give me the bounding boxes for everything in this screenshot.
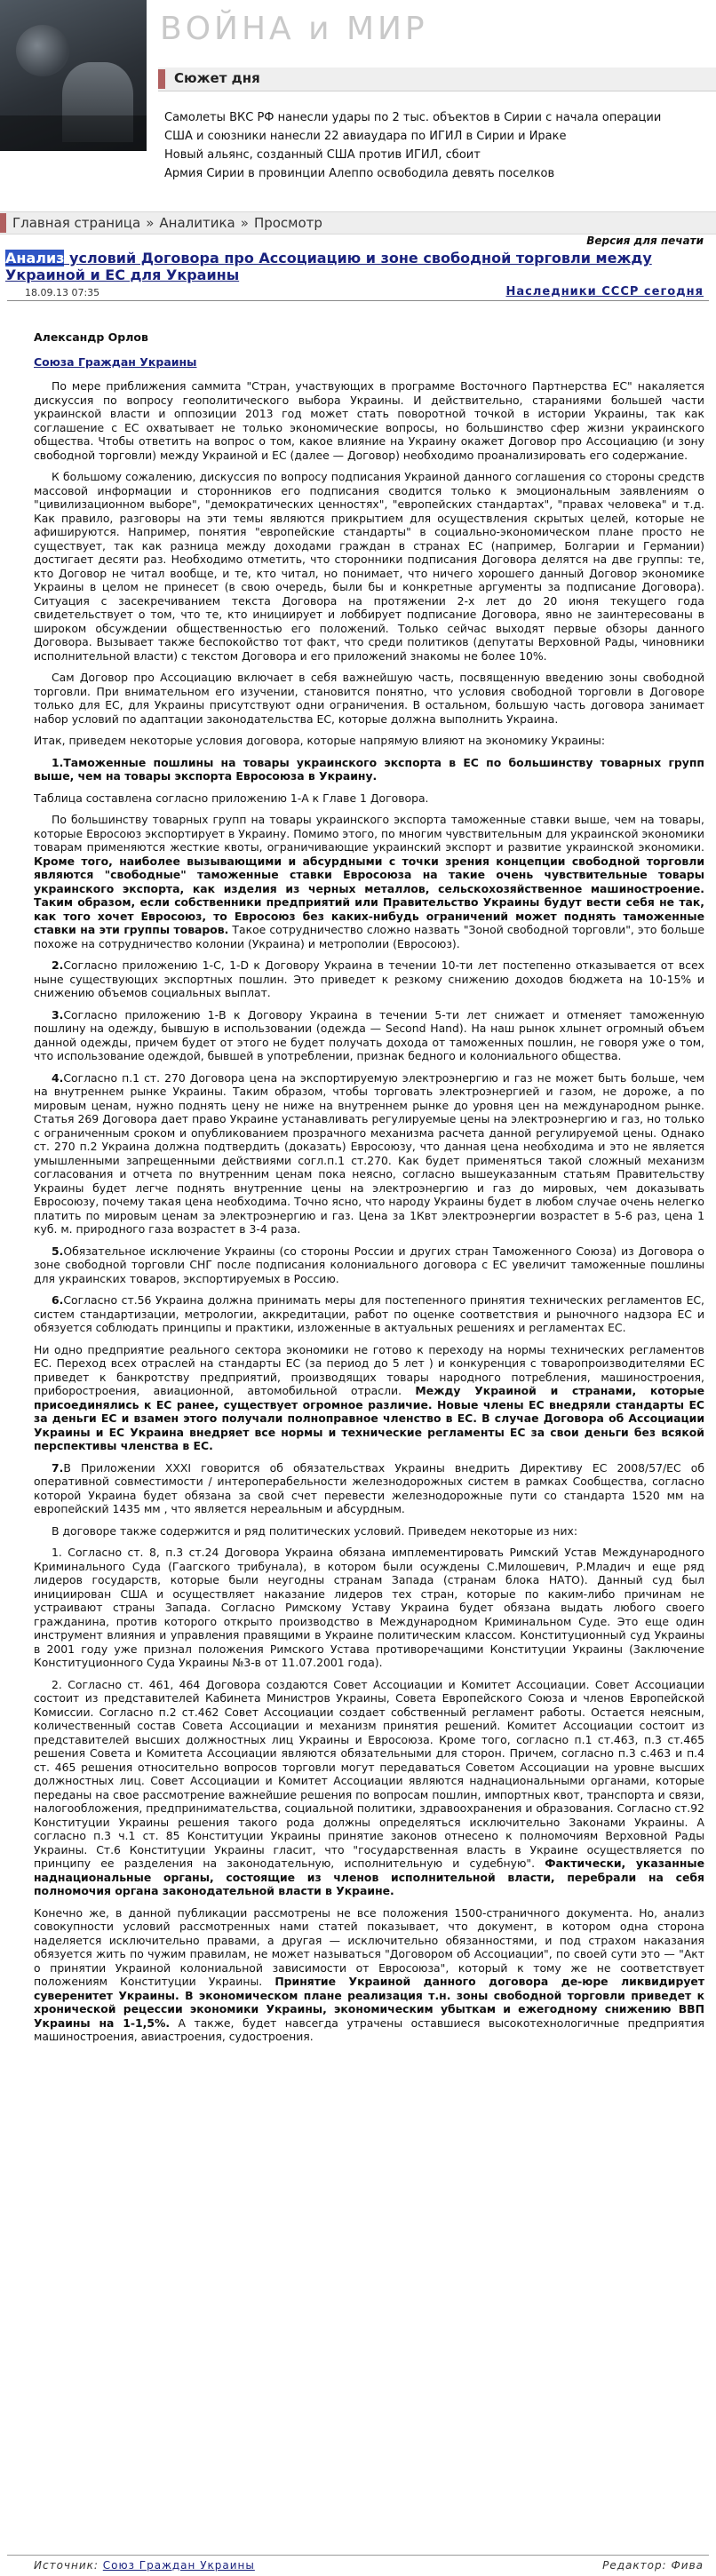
footer-source-link[interactable]: Союз Граждан Украины	[102, 2559, 255, 2572]
paragraph	[34, 813, 704, 950]
paragraph: В договоре также содержится и ряд политических условий. Приведем некоторые из них:	[52, 1523, 578, 1538]
item-text: Согласно приложению 1-С, 1-D к Договору Украина в течении 10-ти лет постепенно отказывается от всех ныне существующих экспортных пошлин. Это приведет к резкому снижению доходов бюджета на 10-15% и снижению объемов социальных выплат.	[34, 958, 704, 999]
source-label: Источник:	[34, 2559, 99, 2572]
breadcrumb-items	[12, 215, 322, 231]
item-text: В Приложении XXXI говорится об обязательствах Украины внедрить Директиву ЕС 2008/57/ЕС об оперативной совместимости / интероперабельности железнодорожных систем в рамках Сообщества, согласно которой Украина будет обязана за свой счет перевести железнодорожные пути со стандарта 1520 мм на европейский 1435 мм , что является нереальным и абсурдным.	[34, 1460, 704, 1515]
author-name: Александр Орлов	[34, 330, 148, 344]
breadcrumb	[0, 211, 716, 235]
item-text: Согласно п.1 ст. 270 Договора цена на экспортируемую электроэнергию и газ не может быть больше, чем на внутреннем рынке Украины. Таким образом, чтобы торговать электроэнергией и газом, не дороже, а по мировым ценам, нужно поднять цену не ниже на внутреннем рынке до уровня цен на международном рынке. Статья 269 Договора дает право Украине устанавливать регулируемые цены на электроэнергию и газ, но только с ограниченным сроком и опубликованием прозрачного механизма расчета данной регулируемой цены. Однако ст. 270 п.2 Украина должна подтвердить (доказать) Евросоюзу, что данная цена необходима и это не является умышленными запрещенными действиями согл.п.1 ст.270. Как будет применяться такой сложный механизм согласования и отчета по внутренним ценам пока неясно, согласно вышеуказанным статьям Правительству Украины будет легче поднять внутренние цены на электроэнергию и газ до мировых, чем доказывать Евросоюзу, почему такая цена необходима. Точно ясно, что народу Украины будет в любом случае очень нелегко платить по мировым ценам за электроэнергию и газ. Цена за 1Квт электроэнергии возрастет в 5-6 раз, цена 1 куб. м. природного газа возрастет в 3-4 раза.	[34, 1070, 704, 1236]
item-text: Обязательное исключение Украины (со стороны России и других стран Таможенного Союза) из Договора о зоне свободной торговли СНГ после подписания колониального договора с ЕС увеличит таможенные пошлины для украинских товаров, экспортируемых в Россию.	[34, 1244, 704, 1285]
article-title[interactable]	[5, 250, 707, 283]
paragraph: Итак, приведем некоторые условия договора, которые напрямую влияют на экономику Украины:	[34, 734, 606, 747]
topic-of-day-title: Сюжет дня	[174, 70, 260, 86]
breadcrumb-separator: »	[146, 215, 155, 231]
paragraph-text: Конечно же, в данной публикации рассмотрены не все положения 1500-страничного документа. Но, анализ совокупности условий рассмотренных нами статей показывает, что документ, в котором одна сторона наделяется исключительно правами, а другая — исключительно обязанностями, и под страхом наказания обязуется жить по чужим правилам, не может называться "Договором об Ассоциации", по своей сути это — "Акт о принятии Украиной колониальной зависимости от Евросоюза", который к тому же не соответствует положениям Конституции Украины.	[34, 1905, 704, 1988]
article-body	[34, 330, 704, 2052]
paragraph-emphasis: Фактически, указанные наднациональные органы, состоящие из членов исполнительной власти, перебрали на себя полномочия органа законодательной власти в Украине.	[34, 1856, 704, 1897]
item-number: 7.	[52, 1460, 64, 1475]
list-item	[34, 756, 704, 783]
headline-link[interactable]: Новый альянс, созданный США против ИГИЛ, сбоит	[164, 148, 481, 162]
list-item	[34, 958, 704, 1000]
paragraph-emphasis: Между Украиной и странами, которые присоединялись к ЕС ранее, существует огромное различие. Новые члены ЕС внедряли стандарты ЕС за деньги ЕС и взамен этого получали полноправное членство в ЕС. В случае Договора об Ассоциации Украины и ЕС Украина внедряет все нормы и технические регламенты ЕС за свои деньги без всякой перспективы членства в ЕС.	[34, 1384, 704, 1452]
paragraph-text: А также, будет навсегда утрачены оставшиеся высокотехнологичные предприятия машиностроения, авиастроения, судостроения.	[34, 2015, 704, 2043]
list-item	[34, 1008, 704, 1063]
paragraph: К большому сожалению, дискуссия по вопросу подписания Украиной данного соглашения со стороны средств массовой информации и сторонников его подписания сводится только к эмоциональным заявлениям о "цивилизационном выборе", "демократических ценностях", "европейских стандартах", "правах человека" и т.д. Как правило, разговоры на эти темы являются прикрытием для осуществления скрытых целей, которые не афишируются. Например, понятия "европейские стандарты" в социально-экономическом плане просто не существует, так как разница между доходами граждан в странах ЕС (например, Болгарии и Германии) достигает десяти раз. Необходимо отметить, что сторонники подписания Договора делятся на две группы: те, кто Договор не читал вообще, и те, кто читал, но понимает, что ничего хорошего данный Договор экономике Украины в целом не принесет (в свою очередь, были бы и конкретные аргументы за подписание Договора). Ситуация с засекречиванием текста Договора на протяжении 2-х лет до 20 июня текущего года свидетельствует о том, что те, кто инициирует и лоббирует подписание Договора, явно не заинтересованы в широком обсуждении общественностью его положений. Только сейчас выходят первые обзоры данного Договора. Вызывает также беспокойство тот факт, что среди политиков (депутаты Верховной Рады, чиновники исполнительной власти) с текстом Договора и его приложений знакомы не более 10%.	[34, 470, 704, 663]
breadcrumb-separator: »	[240, 215, 249, 231]
accent-bar	[158, 69, 165, 89]
footer-source	[34, 2559, 255, 2572]
list-item	[34, 1461, 704, 1516]
search-highlight: Анализ	[5, 250, 65, 266]
item-number: 2.	[52, 958, 64, 972]
topic-of-day-header	[158, 68, 716, 91]
item-number: 6.	[52, 1293, 64, 1307]
footer-editor	[602, 2559, 704, 2572]
item-number: 3.	[52, 1007, 64, 1022]
table-caption: Таблица составлена согласно приложению 1-А к Главе 1 Договора.	[34, 791, 429, 805]
paragraph: Сам Договор про Ассоциацию включает в себя важнейшую часть, посвященную введению зоны свободной торговли. При внимательном его изучении, становится понятно, что условия свободной торговли в Договоре только для ЕС, для Украины присутствуют одни ограничения. В остальном, большую часть договора занимает набор условий по адаптации законодательства ЕС, которые должна выполнить Украина.	[34, 671, 704, 726]
headline-link[interactable]: Самолеты ВКС РФ нанесли удары по 2 тыс. объектов в Сирии с начала операции	[164, 111, 662, 124]
source-link[interactable]: Наследники СССР сегодня	[505, 285, 704, 298]
site-logo[interactable]: ВОЙНА и МИР	[160, 11, 428, 47]
breadcrumb-current: Просмотр	[253, 215, 322, 231]
item-text: Таможенные пошлины на товары украинского экспорта в ЕС по большинству товарных групп выше, чем на товары экспорта Евросоюза в Украину.	[34, 755, 704, 783]
footer	[0, 2557, 716, 2575]
paragraph	[34, 1906, 704, 2044]
print-version-link[interactable]: Версия для печати	[586, 235, 704, 247]
paragraph-text: 2. Согласно ст. 461, 464 Договора создаются Совет Ассоциации и Комитет Ассоциации. Совет Ассоциации состоит из представителей Кабинета Министров Украины, Совета Европейского Союза и членов Европейской Комиссии. Согласно п.2 ст.462 Совет Ассоциации создает собственный регламент работы. Остается неясным, количественный состав Совета Ассоциации и механизм принятия решений. Комитет Ассоциации состоит из представителей высших должностных лиц Украины и Евросоюза. Кроме того, согласно п.1 ст.463, п.3 ст.465 решения Совета и Комитета Ассоциации являются обязательными для сторон. Причем, согласно п.3 с.463 и п.4 ст. 465 решения относительно вопросов торговли могут передаваться Советом Ассоциации на уровне высших должностных лиц. Совет Ассоциации и Комитет Ассоциации являются наднациональными органами, которые переданы на свое рассмотрение важнейшие решения по вопросам пошлин, импортных квот, транспорта и связи, налогообложения, предпринимательства, социальной политики, здравоохранения и образования. Согласно ст.92 Конституции Украины решения такого рода должны определяться исключительно Законами Украины. А согласно п.3 ч.1 ст. 85 Конституции Украины принятие законов отнесено к полномочиям Верховной Рады Украины. Ст.6 Конституции Украины гласит, что "государственная власть в Украине осуществляется по принципу ее разделения на законодательную, исполнительную и судебную".	[34, 1677, 704, 1870]
editor-name: Фива	[671, 2559, 704, 2572]
headline-list	[164, 108, 661, 183]
breadcrumb-home-link[interactable]: Главная страница	[12, 215, 141, 231]
header-photo	[0, 0, 147, 151]
headline-link[interactable]: США и союзники нанесли 22 авиаудара по ИГИЛ в Сирии и Ираке	[164, 130, 567, 143]
article-date: 18.09.13 07:35	[25, 287, 100, 298]
divider	[7, 300, 709, 301]
item-number: 4.	[52, 1070, 64, 1085]
paragraph-text: Такое сотрудничество сложно назвать "Зоной свободной торговли", это больше похоже на сотрудничество колонии (Украина) и метрополии (Евросоюз).	[34, 923, 704, 950]
paragraph: По мере приближения саммита "Стран, участвующих в программе Восточного Партнерства ЕС" накаляется дискуссия по вопросу геополитического выбора Украины. И действительно, стараниями большей части украинской власти и оппозиции 2013 год может стать поворотной точкой в истории Украины, так как соглашение с ЕС охватывает не только экономические вопросы, но большинство сфер жизни украинского общества. Чтобы ответить на вопрос о том, какое влияние на Украину окажет Договор про Ассоциацию (и зону свободной торговли) между Украиной и ЕС (далее — Договор) необходимо проанализировать его содержание.	[34, 379, 704, 462]
list-item: 1. Согласно ст. 8, п.3 ст.24 Договора Украина обязана имплементировать Римский Устав Международного Криминального Суда (Гаагского трибунала), в котором были осуждены С.Милошевич, Р.Младич и еще ряд лидеров государств, которые были неугодны странам Запада (странам блока НАТО). Данный суд был инициирован США и осуществляет наказание лидеров тех стран, которые по каким-либо причинам не устраивают страны Запада. Согласно Римскому Уставу Украина будет обязана выдать любого своего гражданина, против которого открыто производство в Международном Криминальном Суде. Это еще один инструмент влияния и управления правящими в Украине политическим классом. Конституционный суд Украины в 2001 году уже признал положения Римского Устава противоречащими Конституции Украины (Заключение Конституционного Суда Украины №3-в от 11.07.2001 года).	[34, 1546, 704, 1669]
paragraph-text: Ни одно предприятие реального сектора экономики не готово к переходу на нормы технических регламентов ЕС. Переход всех отраслей на стандарты ЕС (за период до 5 лет ) и конкуренция с товаропроизводителями ЕС приведет к банкротству предприятий, производящих товары народного потребления, машиностроения, приборостроения, авиационной, автомобильной отрасли.	[34, 1342, 704, 1397]
paragraph	[34, 1343, 704, 1453]
accent-bar	[0, 213, 6, 233]
headline-link[interactable]: Армия Сирии в провинции Алеппо освободила девять поселков	[164, 167, 555, 180]
divider	[7, 2555, 709, 2556]
editor-label: Редактор:	[602, 2559, 667, 2572]
photo-shape	[0, 115, 147, 151]
item-number: 5.	[52, 1244, 64, 1258]
list-item	[34, 1244, 704, 1286]
paragraph-emphasis: Кроме того, наиболее вызывающими и абсурдными с точки зрения концепции свободной торговли являются "свободные" таможенные ставки Евросоюза на такие очень чувствительные товары украинского экспорта, как изделия из черных металлов, сельскохозяйственное машиностроение. Таким образом, если собственники предприятий или Правительство Украины будут вести себя не так, как того хочет Евросоюз, то Евросоюз без каких-нибудь ограничений может поднять таможенные ставки на эти группы товаров.	[34, 854, 704, 936]
item-number: 1.	[52, 755, 64, 769]
item-text: Согласно приложению 1-В к Договору Украина в течении 5-ти лет снижает и отменяет таможенную пошлину на одежду, бывшую в использовании (одежда — Second Hand). На наш рынок хлынет огромный объем данной одежды, причем будет от этого не будет получать дохода от таможенных пошлин, не говоря уже о том, что использование одеждой, бывшей в употреблении, признак бедного и колониального общества.	[34, 1007, 704, 1062]
article-title-text: условий Договора про Ассоциацию и зоне свободной торговли между Украиной и ЕС для Украины	[5, 250, 652, 283]
paragraph-text: По большинству товарных групп на товары украинского экспорта таможенные ставки выше, чем на товары, которые Евросоюз экспортирует в Украину. Помимо этого, по многим чувствительным для украинской экономики товарам применяются жесткие квоты, ограничивающие украинский экспорт и развитие украинской экономики.	[34, 813, 704, 854]
paragraph-emphasis: Принятие Украиной данного договора де-юре ликвидирует суверенитет Украины. В экономическом плане реализация т.н. зоны свободной торговли приведет к хронической рецессии экономики Украины, экономическим убыткам и ежегодному снижению ВВП Украины на 1-1,5%.	[34, 1975, 704, 2030]
list-item	[34, 1678, 704, 1898]
photo-shape	[16, 25, 69, 76]
item-text: Согласно ст.56 Украина должна принимать меры для постепенного принятия технических регламентов ЕС, систем стандартизации, метрологии, аккредитации, работ по оценке соответствия и рыночного надзора ЕС и обязуется соблюдать принципы и практики, изложенные в актуальных решениях и регламентах ЕС.	[34, 1293, 704, 1334]
list-item	[34, 1293, 704, 1335]
list-item	[34, 1071, 704, 1236]
organization-link[interactable]: Союза Граждан Украины	[34, 354, 197, 369]
breadcrumb-analytics-link[interactable]: Аналитика	[159, 215, 235, 231]
